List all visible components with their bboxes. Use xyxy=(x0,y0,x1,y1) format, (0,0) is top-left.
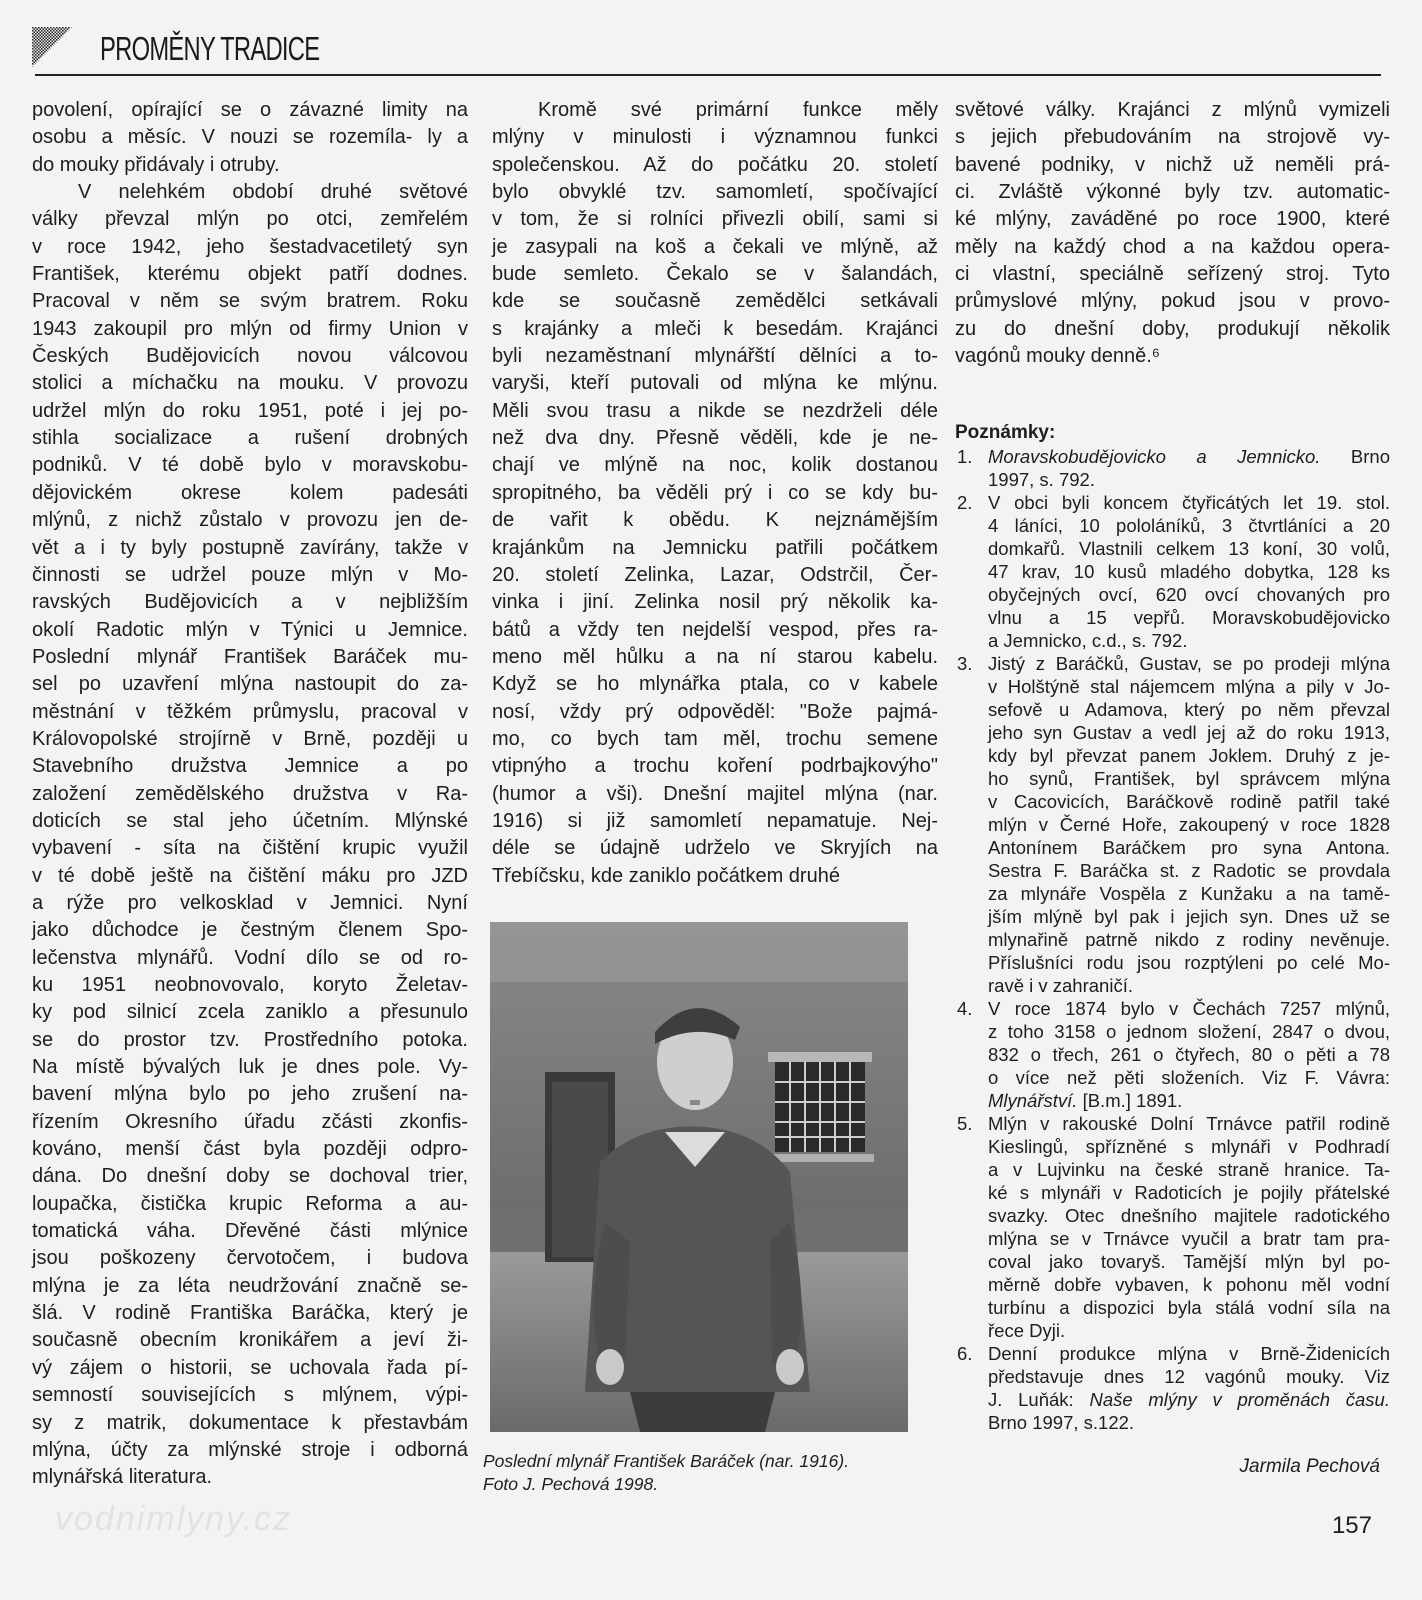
note-line xyxy=(988,1043,1390,1066)
text-line: vagónů mouky denně.⁶ xyxy=(955,345,1161,368)
text-line: Měli svou trasu a nikde se nezdrželi déle xyxy=(492,399,938,422)
note-text: V roce 1874 bylo v Čechách 7257 mlýnů, xyxy=(988,998,1390,1019)
note-number: 1. xyxy=(957,446,973,467)
note-item xyxy=(955,491,1390,652)
note-line xyxy=(988,882,1390,905)
text-line: Když se ho mlynářka ptala, co v kabele xyxy=(492,673,938,696)
text-line: tomatická váha. Dřevěné části mlýnice xyxy=(32,1220,468,1243)
note-line xyxy=(988,836,1390,859)
text-line: Poslední mlynář František Baráček mu- xyxy=(32,645,468,668)
text-line: déle se údajně udrželo ve Skryjích na xyxy=(492,837,938,860)
note-line xyxy=(988,1089,1390,1112)
text-line: mlýnů, z nichž zůstalo v provozu jen de- xyxy=(32,509,468,532)
text-line: podniků. V té době bylo v moravskobu- xyxy=(32,454,468,477)
text-line: ku 1951 neobnovovalo, koryto Želetav- xyxy=(32,974,468,996)
note-line xyxy=(988,445,1390,468)
note-text: Brno xyxy=(1320,446,1390,467)
text-line: založení zemědělského družstva v Ra- xyxy=(32,782,468,805)
text-line: jsou poškozeny červotočem, i budova xyxy=(32,1247,468,1270)
note-text: 832 o třech, 261 o čtyřech, 80 o pěti a 78 xyxy=(988,1044,1390,1065)
text-line: vinka i jiní. Zelinka nosil prý několik ka- xyxy=(492,591,938,614)
note-line xyxy=(988,1227,1390,1250)
note-text: Příslušníci rodu jsou rozptýleni po celé Mo- xyxy=(988,952,1390,973)
note-line xyxy=(988,1020,1390,1043)
note-text: mlýna se v Trnávce vyučil a bratr tam pra- xyxy=(988,1228,1390,1249)
note-line xyxy=(988,514,1390,537)
text-line: ky pod silnicí zcela zaniklo a přesunulo xyxy=(32,1001,468,1024)
text-line: ravských Budějovicích a v nejbližším xyxy=(32,591,468,614)
note-number: 6. xyxy=(957,1343,973,1364)
text-line: vybavení - síta na čištění krupic využil xyxy=(32,837,468,860)
note-text: v Cacovicích, Baráčkově rodině patřil také xyxy=(988,791,1390,812)
note-line xyxy=(988,997,1390,1020)
text-line: je zasypali na koš a čekali ve mlýně, až xyxy=(492,235,938,258)
note-text: ké s mlynáři v Radoticích je pojily přátelské xyxy=(988,1182,1390,1203)
text-line: Pracoval v něm se svým bratrem. Roku xyxy=(32,290,468,313)
text-line: (humor a vši). Dnešní majitel mlýna (nar. xyxy=(492,782,938,805)
text-line: povolení, opírající se o závazné limity na xyxy=(32,99,468,121)
note-item xyxy=(955,1342,1390,1434)
text-line: dějovickém okrese kolem padesáti xyxy=(32,481,468,504)
text-line: sy z matrik, dokumentace k přestavbám xyxy=(32,1411,468,1434)
text-line: varyši, kteří putovali od mlýna ke mlýnu. xyxy=(492,372,938,395)
note-text: turbínu a dispozici byla stálá vodní síla na xyxy=(988,1297,1390,1318)
note-line xyxy=(988,951,1390,974)
note-text: jším mlýně byl pak i jejich syn. Dnes už se xyxy=(988,906,1390,927)
note-line xyxy=(988,790,1390,813)
article-column-1 xyxy=(32,97,468,1492)
note-line xyxy=(988,1365,1390,1388)
note-line xyxy=(988,767,1390,790)
photo-miller xyxy=(490,922,908,1432)
text-line: války převzal mlýn po otci, zemřelém xyxy=(32,208,468,231)
text-line: městnání v těžkém průmyslu, pracoval v xyxy=(32,700,468,723)
note-line xyxy=(988,859,1390,882)
note-line xyxy=(988,560,1390,583)
text-line: 1943 zakoupil pro mlýn od firmy Union v xyxy=(32,317,468,340)
note-line xyxy=(988,744,1390,767)
text-line: vtipnýho a trochu koření podrbajkovýho" xyxy=(492,755,938,778)
text-line: osobu a měsíc. V nouzi se rozemíla- ly a xyxy=(32,126,468,149)
text-line: bude semleto. Čekalo se v šalandách, xyxy=(492,263,938,286)
text-line: vý zájem o historii, se uchovala řada pí- xyxy=(32,1356,468,1379)
text-line: udržel mlýn do roku 1951, poté i jej po- xyxy=(32,399,468,422)
section-title: PROMĚNY TRADICE xyxy=(100,30,320,67)
note-number: 5. xyxy=(957,1113,973,1134)
text-line: doticích se stal jeho účetním. Mlýnské xyxy=(32,809,468,832)
note-line xyxy=(988,1273,1390,1296)
note-line xyxy=(988,652,1390,675)
note-text: Sestra F. Baráčka st. z Radotic se provdala xyxy=(988,860,1390,881)
note-text: ho synů, František, byl správcem mlýna xyxy=(988,768,1390,789)
note-number: 3. xyxy=(957,653,973,674)
article-column-3 xyxy=(955,97,1390,370)
note-title-italic: Mlynářství. xyxy=(988,1090,1078,1111)
header-divider xyxy=(35,74,1381,76)
text-line: mlýna je za léta neudržování značně se- xyxy=(32,1274,468,1297)
text-line: byli nezaměstnaní mlynářští dělníci a to- xyxy=(492,345,938,368)
note-text: Jistý z Baráčků, Gustav, se po prodeji mlýna xyxy=(988,653,1390,674)
text-line: jako důchodce je čestným členem Spo- xyxy=(32,919,468,942)
text-line: řízením Okresního úřadu zčásti zkonfis- xyxy=(32,1110,468,1133)
note-line xyxy=(988,629,1390,652)
text-line: Třebíčsku, kde zaniklo počátkem druhé xyxy=(492,864,840,887)
note-text: V obci byli koncem čtyřicátých let 19. stol. xyxy=(988,492,1390,513)
note-text: Antonínem Baráčkem pro syna Antona. xyxy=(988,837,1390,858)
note-line xyxy=(988,1250,1390,1273)
text-line: zu do dnešní doby, produkují několik xyxy=(955,317,1390,340)
note-text: domkařů. Vlastnili celkem 13 koní, 30 volů, xyxy=(988,538,1390,559)
note-text: 47 krav, 10 kusů mladého dobytka, 128 ks xyxy=(988,561,1390,582)
text-line: mlýna, účty za mlýnské stroje i odborná xyxy=(32,1438,468,1461)
text-line: vět a i ty byly postupně zavírány, takže v xyxy=(32,536,468,559)
note-text: řece Dyji. xyxy=(988,1320,1066,1341)
note-item xyxy=(955,997,1390,1112)
text-line: se do prostor tzv. Prostředního potoka. xyxy=(32,1028,468,1051)
text-line: de vařit k obědu. K nejznámějším xyxy=(492,509,938,532)
text-line: loupačka, čistička krupic Reforma a au- xyxy=(32,1192,468,1215)
text-line: Na místě bývalých luk je dnes pole. Vy- xyxy=(32,1056,468,1079)
note-text: Kieslingů, spřízněné s mlynáři v Podhradí xyxy=(988,1136,1390,1157)
text-line: Kromě své primární funkce měly xyxy=(538,99,938,121)
text-line: společenskou. Až do počátku 20. století xyxy=(492,153,938,176)
text-line: František, kterému objekt patří dodnes. xyxy=(32,263,468,286)
text-line: kováno, menší část byla později odpro- xyxy=(32,1138,468,1161)
note-line xyxy=(988,675,1390,698)
note-item xyxy=(955,445,1390,491)
note-line xyxy=(988,1411,1390,1434)
note-text: a v Lujvinku na české straně hranice. Ta- xyxy=(988,1159,1390,1180)
notes-list xyxy=(955,445,1390,1434)
caption-line-1: Poslední mlynář František Baráček (nar. 1916). xyxy=(483,1451,850,1471)
text-line: s jejich přebudováním na strojově vy- xyxy=(955,126,1390,149)
note-text: ravě i v zahraničí. xyxy=(988,975,1133,996)
note-text: mlýn v Černé Hoře, zakoupený v roce 1828 xyxy=(988,814,1390,835)
text-line: lečenstva mlynářů. Vodní dílo se od ro- xyxy=(32,946,468,969)
notes-title: Poznámky: xyxy=(955,422,1056,443)
note-text: Denní produkce mlýna v Brně-Židenicích xyxy=(988,1343,1390,1364)
text-line: stihla socializace a rušení drobných xyxy=(32,427,468,450)
note-line xyxy=(988,721,1390,744)
text-line: než dva dny. Přesně věděli, kde je ne- xyxy=(492,427,938,450)
text-line: 1916) si již samomletí nepamatuje. Nej- xyxy=(492,809,938,832)
text-line: meno měl hůlku a na ní starou kabelu. xyxy=(492,645,938,668)
note-text: představuje dnes 12 vagónů mouky. Viz xyxy=(988,1366,1390,1387)
text-line: kde se současně zemědělci setkávali xyxy=(492,290,938,313)
note-text: sefově u Adamova, který po něm převzal xyxy=(988,699,1390,720)
text-line: semností souvisejících s mlýnem, výpi- xyxy=(32,1384,468,1407)
note-line xyxy=(988,1112,1390,1135)
note-text: za mlynáře Vospěla z Kunžaku a na tamě- xyxy=(988,883,1390,904)
note-line xyxy=(988,606,1390,629)
note-text: jeho syn Gustav a vedl jej až do roku 1913, xyxy=(988,722,1390,743)
note-line xyxy=(988,974,1390,997)
text-line: stolici a míchačku na mouku. V provozu xyxy=(32,372,468,395)
caption-line-2: Foto J. Pechová 1998. xyxy=(483,1474,659,1494)
watermark: vodnimlyny.cz xyxy=(55,1500,292,1538)
note-text: měrně dobře vybaven, k pohonu měl vodní xyxy=(988,1274,1390,1295)
text-line: s krajánky a mleči k besedám. Krajánci xyxy=(492,317,938,340)
note-text: obyčejných ovcí, 620 ovcí chovaných pro xyxy=(988,584,1390,605)
text-line: v tom, že si rolníci přivezli obilí, sami si xyxy=(492,208,938,231)
note-text: Brno 1997, s.122. xyxy=(988,1412,1135,1433)
note-line xyxy=(988,813,1390,836)
text-line: mlýny v minulosti i významnou funkci xyxy=(492,126,938,149)
note-text: v Holštýně stal nájemcem mlýna a pily v Jo- xyxy=(988,676,1390,697)
note-line xyxy=(988,1388,1390,1411)
page-number: 157 xyxy=(1331,1512,1372,1539)
note-text: [B.m.] 1891. xyxy=(1077,1090,1183,1111)
note-line xyxy=(988,1181,1390,1204)
article-author: Jarmila Pechová xyxy=(1239,1456,1380,1477)
note-text: svazky. Otec dnešního majitele radotického xyxy=(988,1205,1390,1226)
text-line: bavení mlýna bylo po jeho zrušení na- xyxy=(32,1083,468,1106)
text-line: činnosti se udržel pouze mlýn v Mo- xyxy=(32,563,468,586)
note-line xyxy=(988,583,1390,606)
note-line xyxy=(988,491,1390,514)
note-text: z toho 3158 o jednom složení, 2847 o dvou, xyxy=(988,1021,1390,1042)
note-line xyxy=(988,1066,1390,1089)
notes-section xyxy=(955,420,1390,1434)
note-item xyxy=(955,652,1390,997)
note-line xyxy=(988,905,1390,928)
text-line: Královopolské strojírně v Brně, později u xyxy=(32,727,468,750)
text-line: nosí, vždy prý odpověděl: "Bože pajmá- xyxy=(492,700,938,723)
text-line: Českých Budějovicích novou válcovou xyxy=(32,345,468,368)
note-line xyxy=(988,698,1390,721)
text-line: současně obecním kronikářem a jeví ži- xyxy=(32,1329,468,1352)
note-title-italic: Naše mlýny v proměnách času. xyxy=(1089,1389,1390,1410)
text-line: V nelehkém období druhé světové xyxy=(78,181,468,204)
note-line xyxy=(988,1204,1390,1227)
text-line: ci. Zvláště výkonné byly tzv. automatic- xyxy=(955,181,1390,204)
text-line: do mouky přidávaly i otruby. xyxy=(32,153,280,176)
text-line: v roce 1942, jeho šestadvacetiletý syn xyxy=(32,235,468,258)
article-column-2 xyxy=(492,97,938,890)
text-line: světové války. Krajánci z mlýnů vymizeli xyxy=(955,99,1390,121)
text-line: mo, co bych tam měl, trochu semene xyxy=(492,727,938,750)
note-text: 1997, s. 792. xyxy=(988,469,1095,490)
note-line xyxy=(988,928,1390,951)
checkered-triangle-icon xyxy=(32,27,72,67)
text-line: bavené podniky, v nichž už neměli prá- xyxy=(955,153,1390,176)
text-line: v té době ještě na čištění máku pro JZD xyxy=(32,864,468,887)
text-line: okolí Radotic mlýn v Týnici u Jemnice. xyxy=(32,618,468,641)
note-line xyxy=(988,1319,1390,1342)
note-line xyxy=(988,1342,1390,1365)
text-line: chají ve mlýně na noc, kolik dostanou xyxy=(492,454,938,477)
text-line: spropitného, ba věděli prý i co se kdy bu- xyxy=(492,481,938,504)
note-text: 4 láníci, 10 pololáníků, 3 čtvrtláníci a 20 xyxy=(988,515,1390,536)
text-line: ci vlastní, speciálně seřízený stroj. Tyto xyxy=(955,263,1390,286)
photo-caption xyxy=(483,1450,849,1496)
note-text: vlnu a 15 vepřů. Moravskobudějovicko xyxy=(988,607,1390,628)
text-line: měly na každý chod a na každou opera- xyxy=(955,235,1390,258)
note-number: 4. xyxy=(957,998,973,1019)
note-line xyxy=(988,537,1390,560)
text-line: průmyslové mlýny, pokud jsou v provo- xyxy=(955,290,1390,313)
note-number: 2. xyxy=(957,492,973,513)
note-text: mlynařině patrně nikdo z rodiny nevěnuje. xyxy=(988,929,1390,950)
text-line: dána. Do dnešní doby se dochoval trier, xyxy=(32,1165,468,1188)
text-line: sel po uzavření mlýna nastoupit do za- xyxy=(32,673,468,696)
note-line xyxy=(988,1158,1390,1181)
note-line xyxy=(988,468,1390,491)
note-text: kdy byl převzat panem Joklem. Druhý z je- xyxy=(988,745,1390,766)
note-line xyxy=(988,1135,1390,1158)
text-line: bátů a vždy ten nejdelší vespod, přes ra- xyxy=(492,618,938,641)
text-line: ké mlýny, zaváděné po roce 1900, které xyxy=(955,208,1390,231)
text-line: krajánkům na Jemnicku patřili počátkem xyxy=(492,536,938,559)
text-line: 20. století Zelinka, Lazar, Odstrčil, Čer- xyxy=(492,563,938,586)
text-line: bylo obvyklé tzv. samomletí, spočívající xyxy=(492,181,938,204)
note-line xyxy=(988,1296,1390,1319)
text-line: Stavebního družstva Jemnice a po xyxy=(32,755,468,778)
note-text: Mlýn v rakouské Dolní Trnávce patřil rodině xyxy=(988,1113,1390,1134)
note-text: J. Luňák: xyxy=(988,1389,1090,1410)
text-line: mlynářská literatura. xyxy=(32,1466,213,1489)
note-item xyxy=(955,1112,1390,1342)
note-title-italic: Moravskobudějovicko a Jemnicko. xyxy=(988,446,1321,467)
note-text: a Jemnicko, c.d., s. 792. xyxy=(988,630,1188,651)
text-line: a rýže pro velkosklad v Jemnici. Nyní xyxy=(32,891,468,914)
note-text: o více než pěti složeních. Viz F. Vávra: xyxy=(988,1067,1390,1088)
text-line: šlá. V rodině Františka Baráčka, který je xyxy=(32,1302,468,1325)
note-text: coval jako tovaryš. Tamější mlýn byl po- xyxy=(988,1251,1390,1272)
